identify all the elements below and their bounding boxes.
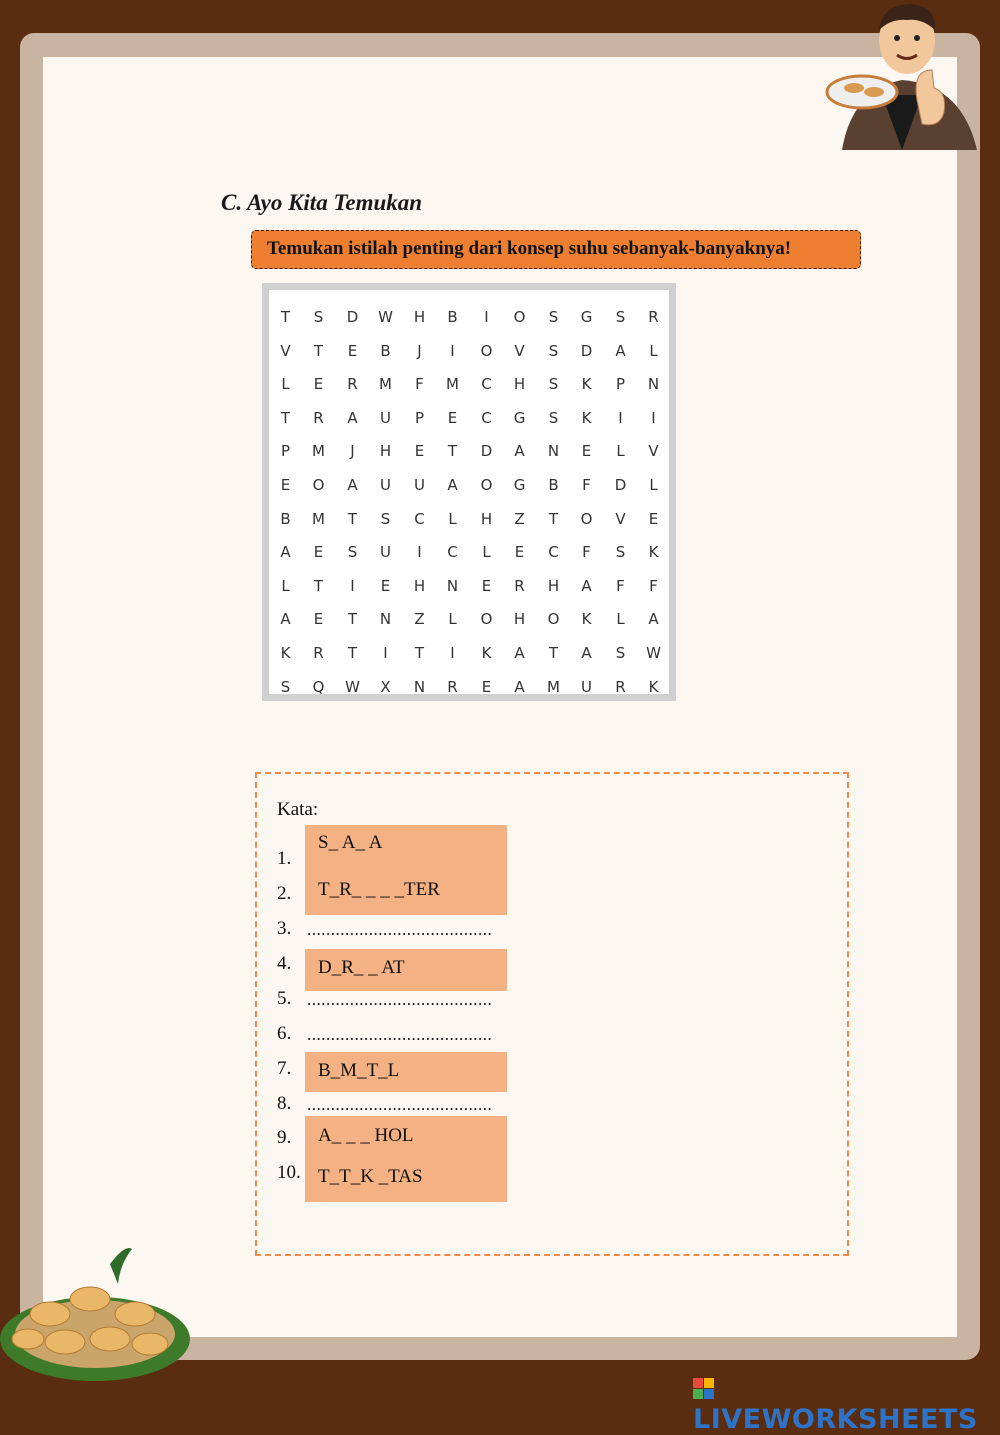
grid-letter[interactable]: M: [547, 677, 560, 696]
grid-row: [269, 468, 669, 502]
grid-letter[interactable]: K: [581, 375, 592, 394]
grid-letter[interactable]: H: [547, 576, 560, 595]
grid-letter[interactable]: W: [345, 677, 360, 696]
grid-letter[interactable]: S: [380, 509, 391, 528]
grid-letter[interactable]: B: [380, 341, 391, 360]
grid-letter[interactable]: M: [312, 442, 325, 461]
grid-letter[interactable]: L: [616, 610, 625, 629]
grid-letter[interactable]: V: [280, 341, 291, 360]
grid-letter[interactable]: B: [280, 509, 291, 528]
grid-letter[interactable]: A: [514, 677, 525, 696]
grid-letter[interactable]: E: [280, 476, 291, 494]
grid-letter[interactable]: I: [450, 644, 455, 662]
grid-letter[interactable]: J: [350, 442, 355, 461]
grid-letter[interactable]: L: [482, 543, 491, 562]
grid-letter[interactable]: A: [514, 644, 525, 662]
grid-row: [269, 535, 669, 569]
grid-row: [269, 334, 669, 368]
answers-label: Kata:: [277, 799, 319, 820]
answer-number: 4.: [277, 953, 292, 974]
grid-letter[interactable]: D: [346, 308, 359, 326]
grid-letter[interactable]: E: [380, 576, 391, 595]
grid-letter[interactable]: E: [447, 408, 458, 427]
grid-letter[interactable]: R: [313, 408, 324, 427]
grid-letter[interactable]: I: [417, 543, 422, 562]
grid-letter[interactable]: I: [651, 408, 656, 427]
grid-letter[interactable]: D: [480, 442, 493, 461]
liveworksheets-logo: [693, 1373, 1000, 1435]
grid-letter[interactable]: K: [648, 543, 659, 562]
grid-letter[interactable]: A: [447, 476, 458, 494]
grid-letter[interactable]: N: [413, 677, 426, 696]
grid-letter[interactable]: S: [313, 308, 324, 326]
grid-letter[interactable]: M: [379, 375, 392, 394]
grid-letter[interactable]: L: [616, 442, 625, 461]
grid-letter[interactable]: O: [580, 509, 593, 528]
grid-letter[interactable]: L: [448, 610, 457, 629]
grid-letter[interactable]: P: [280, 442, 291, 461]
grid-letter[interactable]: K: [581, 408, 592, 427]
grid-letter[interactable]: P: [615, 375, 626, 394]
grid-letter[interactable]: J: [417, 341, 422, 360]
grid-letter[interactable]: H: [480, 509, 493, 528]
grid-letter[interactable]: L: [649, 341, 658, 360]
grid-letter[interactable]: H: [513, 610, 526, 629]
grid-letter[interactable]: S: [347, 543, 358, 562]
grid-letter[interactable]: Q: [312, 677, 325, 696]
hint-text-9: A_ _ _ HOL: [318, 1125, 414, 1146]
grid-letter[interactable]: H: [413, 576, 426, 595]
grid-letter[interactable]: C: [481, 375, 492, 394]
grid-letter[interactable]: N: [379, 610, 392, 629]
word-search-grid-inner: [269, 290, 669, 694]
grid-letter[interactable]: O: [480, 476, 493, 494]
chef-character-icon: [822, 0, 982, 158]
grid-letter[interactable]: R: [313, 644, 324, 662]
grid-letter[interactable]: E: [481, 576, 492, 595]
grid-letter[interactable]: L: [281, 576, 290, 595]
grid-letter[interactable]: X: [380, 677, 391, 696]
grid-letter[interactable]: O: [513, 308, 526, 326]
answer-blank-6[interactable]: .......................................: [307, 1025, 493, 1044]
grid-letter[interactable]: T: [447, 442, 458, 461]
grid-letter[interactable]: A: [280, 610, 291, 629]
grid-letter[interactable]: T: [414, 644, 425, 662]
grid-letter[interactable]: C: [447, 543, 458, 562]
liveworksheets-logo-icon: [693, 1378, 715, 1400]
grid-letter[interactable]: W: [646, 644, 661, 662]
grid-letter[interactable]: A: [514, 442, 525, 461]
grid-letter[interactable]: K: [581, 610, 592, 629]
grid-letter[interactable]: G: [513, 408, 526, 427]
grid-letter[interactable]: F: [649, 576, 658, 595]
grid-letter[interactable]: Z: [414, 610, 425, 629]
grid-letter[interactable]: S: [280, 677, 291, 696]
grid-letter[interactable]: L: [448, 509, 457, 528]
answer-number: 1.: [277, 848, 292, 869]
grid-letter[interactable]: S: [615, 644, 626, 662]
answer-blank-8[interactable]: .......................................: [307, 1095, 493, 1114]
grid-letter[interactable]: U: [380, 543, 391, 562]
grid-letter[interactable]: F: [415, 375, 424, 394]
answer-number: 9.: [277, 1127, 292, 1148]
grid-letter[interactable]: U: [414, 476, 425, 494]
grid-letter[interactable]: S: [548, 308, 559, 326]
grid-letter[interactable]: E: [481, 677, 492, 696]
answer-number: 7.: [277, 1058, 292, 1079]
grid-letter[interactable]: L: [649, 476, 658, 494]
grid-letter[interactable]: T: [548, 509, 559, 528]
grid-letter[interactable]: E: [514, 543, 525, 562]
answer-number: 2.: [277, 883, 292, 904]
grid-letter[interactable]: B: [548, 476, 559, 494]
grid-letter[interactable]: F: [616, 576, 625, 595]
grid-letter[interactable]: E: [313, 610, 324, 629]
liveworksheets-brand: LIVEWORKSHEETS: [693, 1404, 978, 1435]
grid-letter[interactable]: E: [313, 375, 324, 394]
grid-letter[interactable]: U: [581, 677, 592, 696]
grid-letter[interactable]: I: [450, 341, 455, 360]
grid-letter[interactable]: H: [513, 375, 526, 394]
grid-letter[interactable]: O: [547, 610, 560, 629]
grid-letter[interactable]: W: [378, 308, 393, 326]
hint-text-7: B_M_T_L: [318, 1060, 400, 1081]
answer-number: 5.: [277, 988, 292, 1009]
grid-letter[interactable]: H: [379, 442, 392, 461]
grid-letter[interactable]: E: [414, 442, 425, 461]
grid-letter[interactable]: V: [514, 341, 525, 360]
answer-number: 10.: [277, 1162, 301, 1183]
grid-letter[interactable]: D: [580, 341, 593, 360]
grid-row: [269, 602, 669, 636]
grid-letter[interactable]: H: [413, 308, 426, 326]
grid-letter[interactable]: N: [446, 576, 459, 595]
word-search-grid: [262, 283, 676, 701]
grid-letter[interactable]: N: [547, 442, 560, 461]
grid-letter[interactable]: B: [447, 308, 458, 326]
grid-letter[interactable]: E: [648, 509, 659, 528]
grid-letter[interactable]: A: [648, 610, 659, 629]
grid-letter[interactable]: S: [548, 341, 559, 360]
grid-letter[interactable]: N: [647, 375, 660, 394]
grid-letter[interactable]: R: [648, 308, 659, 326]
grid-letter[interactable]: S: [548, 375, 559, 394]
grid-letter[interactable]: T: [280, 408, 291, 427]
grid-letter[interactable]: V: [648, 442, 659, 461]
grid-letter[interactable]: G: [513, 476, 526, 494]
hint-text-4: D_R_ _ AT: [318, 957, 405, 978]
grid-letter[interactable]: O: [480, 341, 493, 360]
grid-letter[interactable]: T: [347, 644, 358, 662]
pastry-plate-icon: [0, 1244, 195, 1384]
grid-letter[interactable]: A: [581, 576, 592, 595]
grid-letter[interactable]: T: [347, 610, 358, 629]
grid-letter[interactable]: K: [280, 644, 291, 662]
grid-letter[interactable]: M: [312, 509, 325, 528]
grid-letter[interactable]: S: [548, 408, 559, 427]
grid-letter[interactable]: F: [582, 543, 591, 562]
grid-letter[interactable]: C: [548, 543, 559, 562]
grid-letter[interactable]: T: [548, 644, 559, 662]
answer-number: 8.: [277, 1093, 292, 1114]
grid-letter[interactable]: G: [580, 308, 593, 326]
grid-letter[interactable]: I: [350, 576, 355, 595]
grid-row: [269, 569, 669, 603]
grid-letter[interactable]: L: [281, 375, 290, 394]
answer-number: 6.: [277, 1023, 292, 1044]
grid-letter[interactable]: P: [414, 408, 425, 427]
hint-text-2: T_R_ _ _ _TER: [318, 879, 440, 900]
grid-letter[interactable]: C: [481, 408, 492, 427]
grid-letter[interactable]: T: [313, 576, 324, 595]
grid-letter[interactable]: E: [581, 442, 592, 461]
grid-letter[interactable]: K: [648, 677, 659, 696]
grid-letter[interactable]: R: [347, 375, 358, 394]
grid-letter[interactable]: C: [414, 509, 425, 528]
grid-letter[interactable]: R: [615, 677, 626, 696]
grid-row: [269, 502, 669, 536]
grid-letter[interactable]: V: [615, 509, 626, 528]
grid-letter[interactable]: I: [484, 308, 489, 326]
answer-number: 3.: [277, 918, 292, 939]
grid-letter[interactable]: T: [280, 308, 291, 326]
grid-letter[interactable]: T: [313, 341, 324, 360]
grid-letter[interactable]: A: [347, 408, 358, 427]
grid-letter[interactable]: A: [280, 543, 291, 562]
grid-row: [269, 367, 669, 401]
grid-letter[interactable]: O: [312, 476, 325, 494]
grid-letter[interactable]: D: [614, 476, 627, 494]
grid-letter[interactable]: E: [313, 543, 324, 562]
grid-row: [269, 401, 669, 435]
grid-letter[interactable]: F: [582, 476, 591, 494]
grid-letter[interactable]: A: [581, 644, 592, 662]
grid-letter[interactable]: O: [480, 610, 493, 629]
grid-letter[interactable]: K: [481, 644, 492, 662]
answer-blank-5[interactable]: .......................................: [307, 990, 493, 1009]
grid-letter[interactable]: I: [383, 644, 388, 662]
grid-letter[interactable]: T: [347, 509, 358, 528]
grid-row: [269, 300, 669, 334]
grid-letter[interactable]: I: [618, 408, 623, 427]
grid-letter[interactable]: U: [380, 476, 391, 494]
grid-letter[interactable]: Z: [514, 509, 525, 528]
grid-row: [269, 670, 669, 704]
section-title: C. Ayo Kita Temukan: [221, 190, 423, 215]
grid-letter[interactable]: S: [615, 308, 626, 326]
grid-letter[interactable]: R: [447, 677, 458, 696]
hint-text-1: S_ A_ A: [318, 832, 383, 853]
instruction-banner: Temukan istilah penting dari konsep suhu sebanyak-banyaknya!: [251, 230, 861, 269]
grid-letter[interactable]: E: [347, 341, 358, 360]
grid-letter[interactable]: U: [380, 408, 391, 427]
grid-row: [269, 636, 669, 670]
grid-letter[interactable]: A: [347, 476, 358, 494]
grid-row: [269, 434, 669, 468]
grid-letter[interactable]: A: [615, 341, 626, 360]
grid-letter[interactable]: M: [446, 375, 459, 394]
grid-letter[interactable]: S: [615, 543, 626, 562]
answer-blank-3[interactable]: .......................................: [307, 920, 493, 939]
grid-letter[interactable]: R: [514, 576, 525, 595]
hint-text-10: T_T_K _TAS: [318, 1166, 423, 1187]
